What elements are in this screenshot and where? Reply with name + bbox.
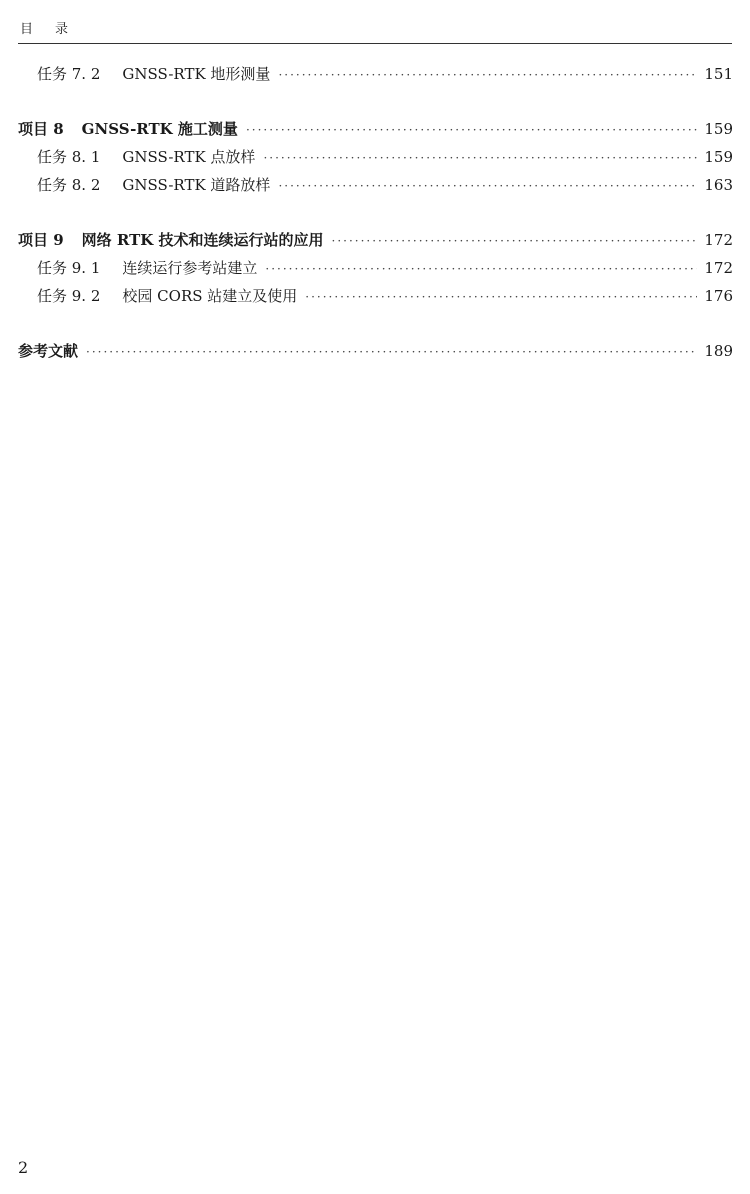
dot-leader: [265, 258, 697, 280]
toc-entry-number: 任务 9. 1: [37, 259, 101, 277]
toc-entry-page: 172: [704, 259, 733, 277]
toc-entry-label: [37, 174, 270, 196]
toc-entry-page: 163: [704, 176, 733, 194]
toc-entry-page: 172: [704, 231, 733, 249]
page-number: 2: [18, 1158, 29, 1177]
toc-entry-task-9-2[interactable]: [37, 285, 733, 307]
toc-entry-label: [18, 340, 78, 362]
toc-entry-title: GNSS-RTK 点放样: [122, 148, 256, 166]
toc-entry-page: 151: [704, 65, 733, 83]
toc-entry-page: 159: [704, 120, 733, 138]
toc-entry-number: 任务 8. 2: [37, 176, 101, 194]
toc-entry-label: [37, 257, 257, 279]
dot-leader: [278, 64, 697, 86]
toc-entry-project-8[interactable]: [18, 118, 733, 140]
toc-entry-page: 189: [704, 342, 733, 360]
toc-entry-title: 参考文献: [18, 342, 79, 360]
dot-leader: [305, 286, 697, 308]
header-title: 目录: [20, 22, 91, 37]
toc-entry-label: [37, 285, 297, 307]
toc-entry-title: GNSS-RTK 道路放样: [122, 176, 271, 194]
toc-entry-label: [18, 229, 324, 251]
toc-entry-label: [37, 63, 270, 85]
toc-entry-number: 任务 7. 2: [37, 65, 101, 83]
toc-entry-page: 159: [704, 148, 733, 166]
toc-entry-label: [18, 118, 238, 140]
toc-entry-task-7-2[interactable]: [37, 63, 733, 85]
toc-entry-title: GNSS-RTK 地形测量: [122, 65, 271, 83]
toc-entry-references[interactable]: [18, 340, 733, 362]
toc-entry-number: 项目 8: [18, 120, 64, 138]
toc-entry-page: 176: [704, 287, 733, 305]
toc-entry-title: GNSS-RTK 施工测量: [81, 120, 238, 138]
toc-entry-task-8-2[interactable]: [37, 174, 733, 196]
toc-entry-title: 连续运行参考站建立: [122, 259, 258, 277]
dot-leader: [332, 230, 697, 252]
toc-entry-number: 项目 9: [18, 231, 64, 249]
toc-entry-title: 校园 CORS 站建立及使用: [122, 287, 298, 305]
dot-leader: [263, 147, 697, 169]
dot-leader: [86, 341, 697, 363]
dot-leader: [246, 119, 697, 141]
toc-entry-number: 任务 9. 2: [37, 287, 101, 305]
toc-entry-project-9[interactable]: [18, 229, 733, 251]
toc-entry-task-9-1[interactable]: [37, 257, 733, 279]
toc-entry-number: 任务 8. 1: [37, 148, 101, 166]
toc-entry-task-8-1[interactable]: [37, 146, 733, 168]
toc-entry-label: [37, 146, 255, 168]
toc-entry-title: 网络 RTK 技术和连续运行站的应用: [81, 231, 324, 249]
dot-leader: [278, 175, 697, 197]
